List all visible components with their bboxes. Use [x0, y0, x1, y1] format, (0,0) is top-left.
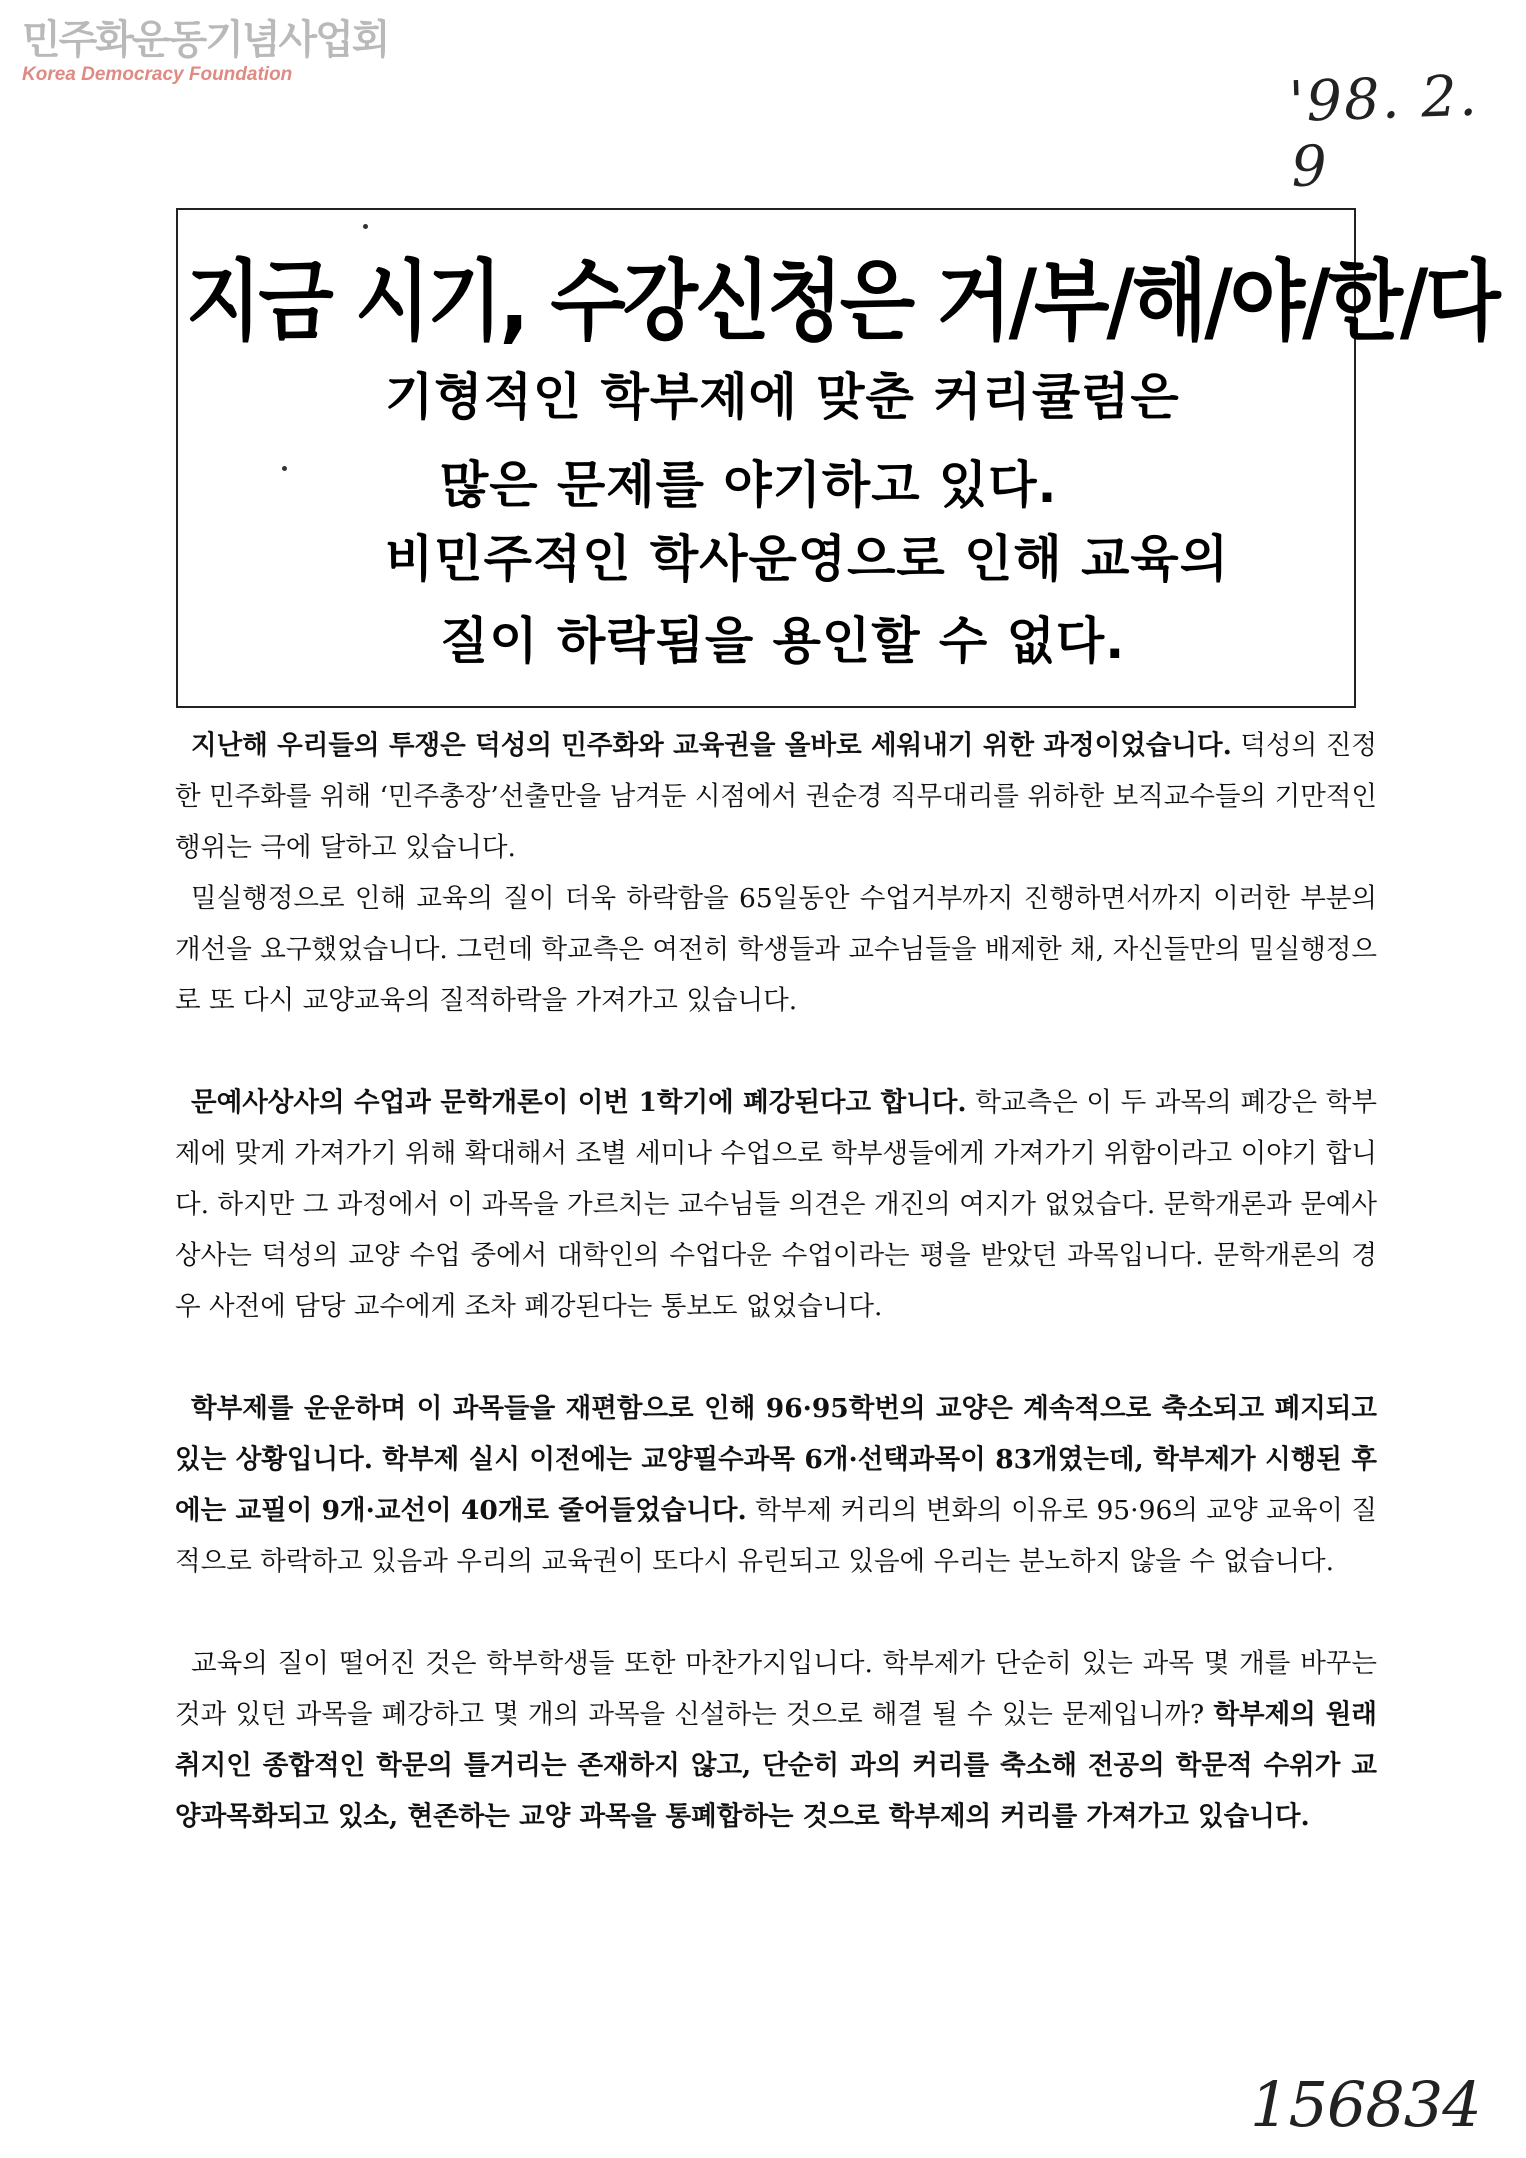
subheading-line-1: 기형적인 학부제에 맞춘 커리큘럼은	[385, 368, 1180, 426]
speck	[282, 466, 287, 471]
watermark	[22, 18, 388, 86]
subheading-line-3: 비민주적인 학사운영으로 인해 교육의	[385, 530, 1230, 588]
paragraph-text: 교육의 질이 떨어진 것은 학부학생들 또한 마찬가지입니다. 학부제가 단순히 있는 과목 몇 개를 바꾸는 것과 있던 과목을 폐강하고 몇 개의 과목을 신설하는 것으로 해결 될 수 있는 문제입니까?	[175, 1648, 1377, 1730]
paragraph-text: 학부제의 원래 취지인 종합적인 학문의 틀거리는 존재하지 않고, 단순히 과의 커리를 축소해 전공의 학문적 수위가 교양과목화되고 있소, 현존하는 교양 과목을 통폐합하는 것으로 학부제의 커리를 가져가고 있습니다.	[175, 1699, 1377, 1832]
paragraph-3	[175, 1077, 1377, 1332]
paragraph-text: 학부제를 운운하며 이 과목들을 재편함으로 인해 96·95학번의 교양은 계속적으로 축소되고 폐지되고 있는 상황입니다. 학부제 실시 이전에는 교양필수과목 6개·선택과목이 83개였는데, 학부제가 시행된 후에는 교필이 9개·교선이 40개로 줄어들었습니다.	[175, 1393, 1377, 1526]
paragraph-4	[175, 1383, 1377, 1587]
headline: 지금 시기, 수강신청은 거/부/해/야/한/다	[186, 252, 1498, 353]
handwritten-number: 156834	[1250, 2068, 1481, 2141]
handwritten-date: '98. 2. 9	[1287, 63, 1480, 201]
paragraph-1	[175, 720, 1377, 873]
paragraph-5	[175, 1638, 1377, 1842]
paragraph-text: 지난해 우리들의 투쟁은 덕성의 민주화와 교육권을 올바로 세워내기 위한 과정이었습니다.	[191, 730, 1232, 761]
subheading-line-2: 많은 문제를 야기하고 있다.	[440, 456, 1058, 514]
paragraph-2	[175, 873, 1377, 1026]
paragraph-text: 학부제 커리의 변화의 이유로 95·96의 교양 교육이 질적으로 하락하고 있음과 우리의 교육권이 또다시 유린되고 있음에 우리는 분노하지 않을 수 없습니다.	[175, 1495, 1378, 1577]
paragraph-text: 덕성의 진정한 민주화를 위해 ‘민주총장’선출만을 남겨둔 시점에서 권순경 직무대리를 위하한 보직교수들의 기만적인 행위는 극에 달하고 있습니다.	[175, 730, 1378, 863]
subheading-line-4: 질이 하락됨을 용인할 수 없다.	[440, 612, 1126, 670]
watermark-english: Korea Democracy Foundation	[22, 64, 293, 85]
paragraph-text: 문예사상사의 수업과 문학개론이 이번 1학기에 폐강된다고 합니다.	[191, 1087, 967, 1118]
paragraph-text: 밀실행정으로 인해 교육의 질이 더욱 하락함을 65일동안 수업거부까지 진행하면서까지 이러한 부분의 개선을 요구했었습니다. 그런데 학교측은 여전히 학생들과 교수님들을 배제한 채, 자신들만의 밀실행정으로 또 다시 교양교육의 질적하락을 가져가고 있습니다.	[175, 883, 1377, 1016]
speck	[363, 224, 368, 229]
paragraph-text: 학교측은 이 두 과목의 폐강은 학부제에 맞게 가져가기 위해 확대해서 조별 세미나 수업으로 학부생들에게 가져가기 위함이라고 이야기 합니다. 하지만 그 과정에서 이 과목을 가르치는 교수님들 의견은 개진의 여지가 없었습다. 문학개론과 문예사상사는 덕성의 교양 수업 중에서 대학인의 수업다운 수업이라는 평을 받았던 과목입니다. 문학개론의 경우 사전에 담당 교수에게 조차 폐강된다는 통보도 없었습니다.	[175, 1087, 1377, 1322]
watermark-korean: 민주화운동기념사업회	[22, 17, 389, 63]
body-text	[175, 720, 1377, 1842]
